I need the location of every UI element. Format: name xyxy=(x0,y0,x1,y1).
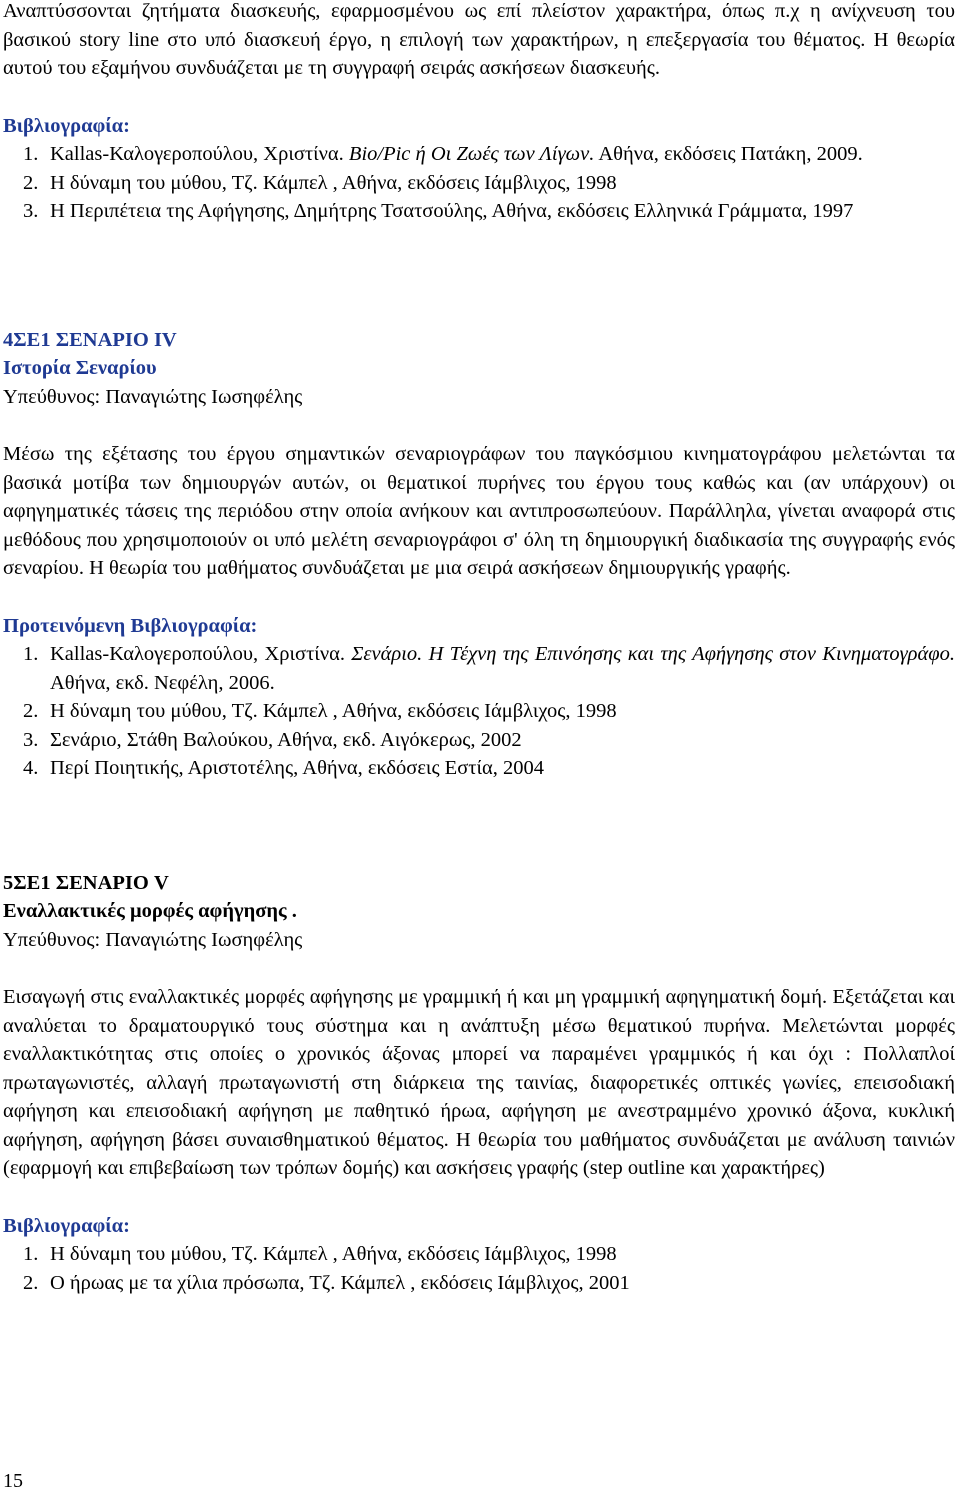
item-text: Η δύναμη του μύθου, Τζ. Κάμπελ , Αθήνα, εκδόσεις Ιάμβλιχος, 1998 xyxy=(50,1243,617,1265)
item-text: Περί Ποιητικής, Αριστοτέλης, Αθήνα, εκδόσεις Εστία, 2004 xyxy=(50,757,545,779)
course-subtitle: Ιστορία Σεναρίου xyxy=(3,357,157,379)
course-subtitle: Εναλλακτικές μορφές αφήγησης . xyxy=(3,900,297,922)
bibliography-item xyxy=(23,1240,955,1269)
item-number: 2. xyxy=(23,700,39,722)
spacer xyxy=(3,1183,955,1212)
bibliography-item xyxy=(23,640,955,697)
item-text: Η δύναμη του μύθου, Τζ. Κάμπελ , Αθήνα, εκδόσεις Ιάμβλιχος, 1998 xyxy=(50,171,617,194)
spacer xyxy=(3,583,955,612)
bibliography-item xyxy=(23,1269,955,1298)
item-text: Αθήνα, εκδόσεις Πατάκη, 2009. xyxy=(594,143,863,165)
item-text: Kallas-Καλογεροπούλου, Χριστίνα. xyxy=(50,643,352,665)
item-number: 1. xyxy=(23,643,39,665)
course-code-title: 4ΣΕ1 ΣΕΝΑΡΙΟ IV xyxy=(3,328,177,351)
item-text: Σενάριο, Στάθη Βαλούκου, Αθήνα, εκδ. Αιγόκερως, 2002 xyxy=(50,728,522,751)
item-text: Ο ήρωας με τα χίλια πρόσωπα, Τζ. Κάμπελ , εκδόσεις Ιάμβλιχος, 2001 xyxy=(50,1271,630,1294)
bibliography-heading: Βιβλιογραφία: xyxy=(3,1214,130,1237)
bibliography-item xyxy=(23,197,955,226)
item-text: Η δύναμη του μύθου, Τζ. Κάμπελ , Αθήνα, εκδόσεις Ιάμβλιχος, 1998 xyxy=(50,700,617,722)
item-number: 2. xyxy=(23,171,39,194)
spacer xyxy=(3,411,955,440)
item-title-italic: Σενάριο. Η Τέχνη της Επινόησης και της Αφήγησης στον Κινηματογράφο. xyxy=(351,643,955,665)
bibliography-heading: Προτεινόμενη Βιβλιογραφία: xyxy=(3,614,258,637)
item-number: 1. xyxy=(23,1243,39,1265)
bibliography-item xyxy=(23,140,955,169)
item-number: 3. xyxy=(23,200,39,222)
item-number: 4. xyxy=(23,757,39,779)
course-code-title: 5ΣΕ1 ΣΕΝΑΡΙΟ V xyxy=(3,871,169,894)
bibliography-item xyxy=(23,726,955,755)
bibliography-list-1 xyxy=(3,140,955,226)
item-number: 1. xyxy=(23,143,39,165)
course-description: Εισαγωγή στις εναλλακτικές μορφές αφήγησης με γραμμική ή και μη γραμμική αφηγηματική δομή. Εξετάζεται και αναλύεται το δραματουργικό τους σύστημα και η ανάπτυξη μέσω θεματικού πυρήνα. Μελετώνται μορφές εναλλακτικότητας στις οποίες ο χρονικός άξονας μπορεί να παραμένει γραμμικός ή και όχι : Πολλαπλοί πρωταγωνιστές, αλλαγή πρωταγωνιστή στη διάρκεια της ταινίας, διαφορετικές οπτικές γωνίες, επεισοδιακή αφήγηση και επεισοδιακή αφήγηση με παθητικό ήρωα, αφήγηση με ανεστραμμένο χρονικό άξονα, κυκλική αφήγηση, αφήγηση βάσει συναισθηματικού θέματος. Η θεωρία του μαθήματος συνδυάζεται με ανάλυση ταινιών (εφαρμογή και επιβεβαίωση των τρόπων δομής) και ασκήσεις γραφής (step outline και χαρακτήρες) xyxy=(3,986,955,1179)
bibliography-list-4 xyxy=(3,640,955,783)
document-page xyxy=(3,0,955,1297)
spacer xyxy=(3,954,955,983)
course-description: Μέσω της εξέτασης του έργου σημαντικών σεναριογράφων του παγκόσμιου κινηματογράφου μελετώνται τα βασικά μοτίβα των δημιουργών αυτών, οι θεματικοί πυρήνες του έργου τους καθώς και (αν υπάρχουν) οι αφηγηματικές τάσεις της περιόδου στην οποία ανήκουν και αντιπροσωπεύουν. Παράλληλα, γίνεται αναφορά στις μεθόδους που χρησιμοποιούν οι υπό μελέτη σεναριογράφοι σ' όλη τη δημιουργική διαδικασία της συγγραφής ενός σεναρίου. Η θεωρία του μαθήματος συνδυάζεται με μια σειρά ασκήσεων δημιουργικής γραφής. xyxy=(3,443,955,579)
item-text: Η Περιπέτεια της Αφήγησης, Δημήτρης Τσατσούλης, Αθήνα, εκδόσεις Ελληνικά Γράμματα, 1997 xyxy=(50,200,854,222)
bibliography-item xyxy=(23,754,955,783)
spacer xyxy=(3,226,955,326)
item-number: 3. xyxy=(23,728,39,751)
intro-paragraph: Αναπτύσσονται ζητήματα διασκευής, εφαρμοσμένου ως επί πλείστον χαρακτήρα, όπως π.χ η ανίχνευση του βασικού story line στο υπό διασκευή έργο, η επιλογή των χαρακτήρων, η επεξεργασία του θέματος. Η θεωρία αυτού του εξαμήνου συνδυάζεται με τη συγγραφή σειράς ασκήσεων διασκευής. xyxy=(3,0,955,79)
bibliography-item xyxy=(23,169,955,198)
bibliography-heading: Βιβλιογραφία: xyxy=(3,114,130,137)
course-instructor: Υπεύθυνος: Παναγιώτης Ιωσηφέλης xyxy=(3,928,303,951)
bibliography-list-5 xyxy=(3,1240,955,1297)
spacer xyxy=(3,783,955,869)
course-instructor: Υπεύθυνος: Παναγιώτης Ιωσηφέλης xyxy=(3,385,303,408)
page-number: 15 xyxy=(3,1470,23,1492)
item-number: 2. xyxy=(23,1271,39,1294)
item-text: Kallas-Καλογεροπούλου, Χριστίνα. xyxy=(50,143,349,165)
item-text: Αθήνα, εκδ. Νεφέλη, 2006. xyxy=(50,671,275,694)
item-title-italic: Bio/Pic ή Οι Ζωές των Λίγων. xyxy=(348,143,595,165)
bibliography-item xyxy=(23,697,955,726)
spacer xyxy=(3,83,955,112)
